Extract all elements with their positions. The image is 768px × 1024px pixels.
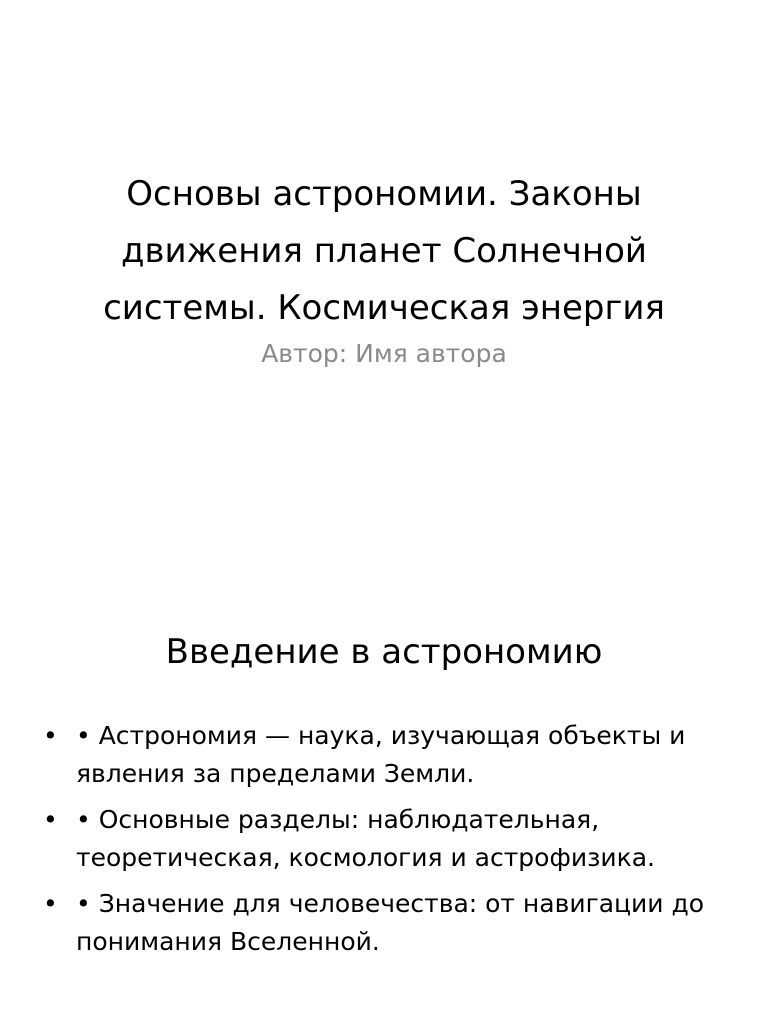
intro-slide — [0, 512, 768, 1024]
bullet-icon: • — [43, 889, 58, 918]
bullet-icon: • — [43, 721, 58, 750]
bullet-item-sections — [40, 801, 730, 877]
bullet-icon: • — [43, 805, 58, 834]
bullet-item-astronomy — [40, 717, 730, 793]
bullet-item-significance — [40, 885, 730, 961]
bullet-text: • Значение для человечества: от навигации до понимания Вселенной. — [76, 889, 705, 956]
presentation-title: Основы астрономии. Законы движения планет Солнечной системы. Космическая энергия — [103, 174, 665, 328]
bullet-text: • Основные разделы: наблюдательная, теоретическая, космология и астрофизика. — [76, 805, 656, 872]
author-subtitle: Автор: Имя автора — [261, 339, 507, 368]
bullet-text: • Астрономия — наука, изучающая объекты и явления за пределами Земли. — [76, 721, 686, 788]
intro-slide-title: Введение в астрономию — [165, 632, 603, 672]
bullet-list — [40, 717, 730, 969]
